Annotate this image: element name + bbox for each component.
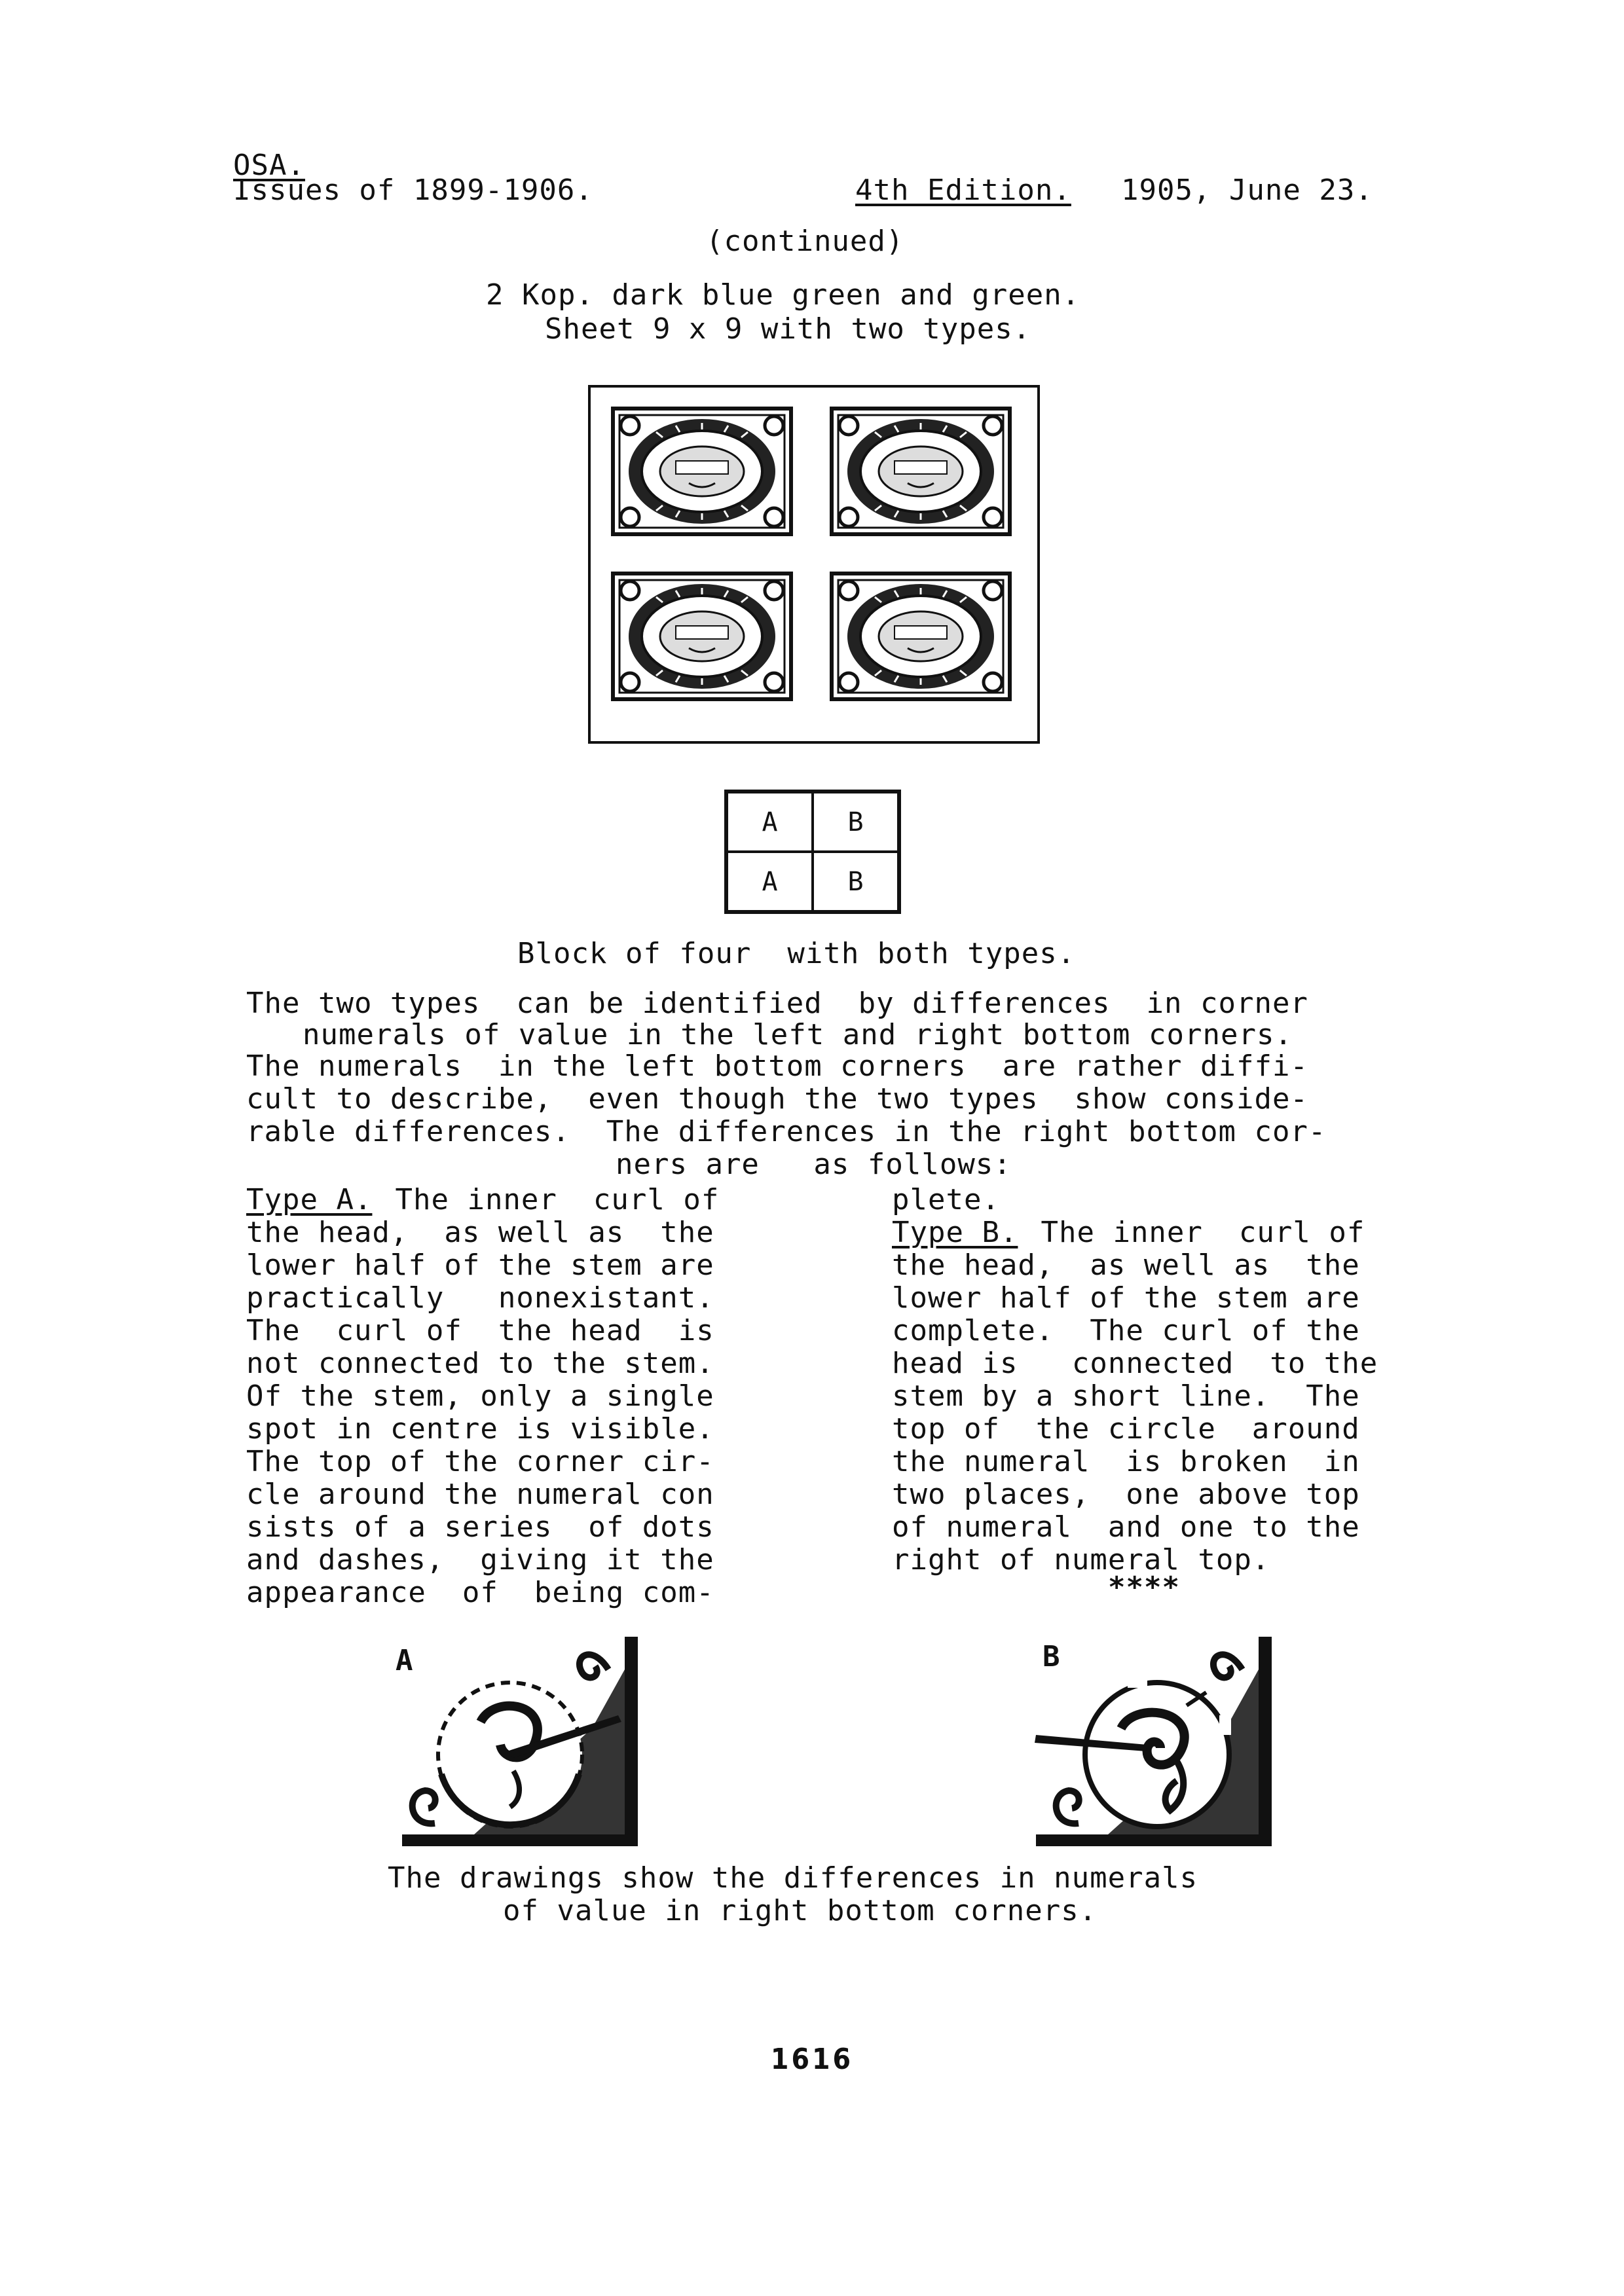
type-a-line: The curl of the head is bbox=[246, 1314, 714, 1347]
type-a-line: and dashes, giving it the bbox=[246, 1543, 714, 1576]
page-number: 1616 bbox=[770, 2043, 854, 2076]
type-a-line: the head, as well as the bbox=[246, 1216, 714, 1249]
type-a-label: Type A. bbox=[246, 1183, 373, 1216]
type-b-label: Type B. bbox=[892, 1216, 1018, 1249]
intro-line: rable differences. The differences in the right bottom cor- bbox=[246, 1115, 1327, 1148]
stamp-image bbox=[829, 406, 1012, 537]
intro-line: The numerals in the left bottom corners are rather diffi- bbox=[246, 1049, 1308, 1083]
stamp-image bbox=[610, 571, 794, 702]
type-a-line: not connected to the stem. bbox=[246, 1347, 714, 1380]
block-caption: Block of four with both types. bbox=[517, 937, 1076, 970]
type-b-line: head is connected to the bbox=[892, 1347, 1378, 1380]
type-a-line: The inner curl of bbox=[377, 1183, 720, 1216]
type-b-line: two places, one above top bbox=[892, 1478, 1360, 1511]
type-cell: B bbox=[813, 792, 898, 852]
header-title: OSA. bbox=[233, 149, 305, 182]
header-date: 1905, June 23. bbox=[1121, 173, 1373, 207]
type-b-line: The inner curl of bbox=[1023, 1216, 1365, 1249]
type-b-line: top of the circle around bbox=[892, 1412, 1360, 1446]
type-b-line: lower half of the stem are bbox=[892, 1281, 1360, 1315]
type-a-line: sists of a series of dots bbox=[246, 1510, 714, 1544]
type-b-line: right of numeral top. bbox=[892, 1543, 1270, 1576]
type-b-line: the head, as well as the bbox=[892, 1248, 1360, 1282]
type-a-line: cle around the numeral con bbox=[246, 1478, 714, 1511]
continued-label: (continued) bbox=[706, 225, 904, 258]
subtitle-line2: Sheet 9 x 9 with two types. bbox=[545, 312, 1031, 346]
stamp-image bbox=[829, 571, 1012, 702]
stars-separator: **** bbox=[1108, 1571, 1180, 1604]
type-a-line: Of the stem, only a single bbox=[246, 1379, 714, 1413]
stamp-block-image bbox=[588, 385, 1040, 744]
type-b-line: complete. The curl of the bbox=[892, 1314, 1360, 1347]
intro-line: numerals of value in the left and right bottom corners. bbox=[303, 1018, 1293, 1051]
closing-line2: of value in right bottom corners. bbox=[503, 1894, 1098, 1927]
type-grid bbox=[724, 790, 901, 914]
type-a-line: The top of the corner cir- bbox=[246, 1445, 714, 1478]
closing-line1: The drawings show the differences in numerals bbox=[388, 1861, 1198, 1895]
header-issues: Issues of 1899-1906. bbox=[233, 173, 593, 207]
stamp-image bbox=[610, 406, 794, 537]
type-b-first: plete. bbox=[892, 1183, 1000, 1216]
corner-drawing-b bbox=[1029, 1630, 1278, 1853]
subtitle-line1: 2 Kop. dark blue green and green. bbox=[486, 278, 1080, 312]
type-cell: A bbox=[727, 852, 813, 911]
type-a-line: appearance of being com- bbox=[246, 1576, 714, 1609]
type-a-line: lower half of the stem are bbox=[246, 1248, 714, 1282]
type-cell: A bbox=[727, 792, 813, 852]
type-a-line: spot in centre is visible. bbox=[246, 1412, 714, 1446]
type-b-line: the numeral is broken in bbox=[892, 1445, 1360, 1478]
drawing-label-b: B bbox=[1043, 1640, 1061, 1673]
corner-drawing-a bbox=[396, 1630, 644, 1853]
type-cell: B bbox=[813, 852, 898, 911]
header-edition: 4th Edition. bbox=[855, 173, 1071, 207]
type-b-line: stem by a short line. The bbox=[892, 1379, 1360, 1413]
intro-line: The two types can be identified by differences in corner bbox=[246, 987, 1308, 1020]
type-b-line: of numeral and one to the bbox=[892, 1510, 1360, 1544]
intro-line: ners are as follows: bbox=[616, 1148, 1012, 1181]
type-a-line: practically nonexistant. bbox=[246, 1281, 714, 1315]
intro-line: cult to describe, even though the two types show conside- bbox=[246, 1082, 1308, 1116]
drawing-label-a: A bbox=[396, 1644, 414, 1677]
